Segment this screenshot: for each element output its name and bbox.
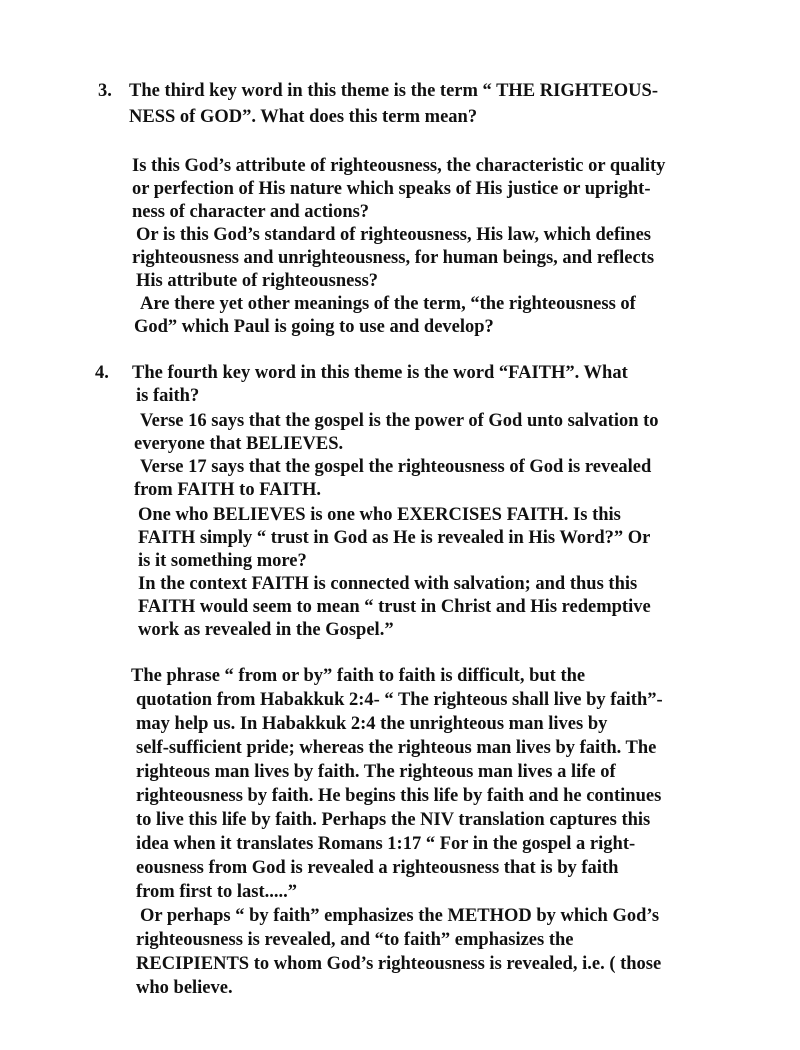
item3-heading-line: NESS of GOD”. What does this term mean? — [129, 107, 478, 127]
item3-body-line: Is this God’s attribute of righteousness, the characteristic or quality — [132, 156, 666, 176]
item4-body-line: is it something more? — [138, 551, 307, 571]
phrase-paragraph-line: who believe. — [136, 978, 233, 998]
item3-heading-line: The third key word in this theme is the term “ THE RIGHTEOUS- — [129, 81, 658, 101]
item4-heading-line: is faith? — [136, 386, 200, 406]
item4-body-line: everyone that BELIEVES. — [134, 434, 344, 454]
phrase-paragraph-line: quotation from Habakkuk 2:4- “ The righteous shall live by faith”- — [136, 690, 663, 710]
item4-body-line: work as revealed in the Gospel.” — [138, 620, 394, 640]
item3-number: 3. — [98, 81, 112, 101]
item4-body-line: FAITH simply “ trust in God as He is revealed in His Word?” Or — [138, 528, 651, 548]
item3-body-line: Or is this God’s standard of righteousness, His law, which defines — [136, 225, 651, 245]
item3-body-line: righteousness and unrighteousness, for human beings, and reflects — [132, 248, 655, 268]
phrase-paragraph-line: eousness from God is revealed a righteousness that is by faith — [136, 858, 619, 878]
phrase-paragraph-line: RECIPIENTS to whom God’s righteousness is revealed, i.e. ( those — [136, 954, 662, 974]
item3-body-line: God” which Paul is going to use and develop? — [134, 317, 494, 337]
item4-body-line: FAITH would seem to mean “ trust in Christ and His redemptive — [138, 597, 651, 617]
item3-body-line: His attribute of righteousness? — [136, 271, 379, 291]
item4-body-line: Verse 16 says that the gospel is the power of God unto salvation to — [140, 411, 659, 431]
item4-body-line: In the context FAITH is connected with salvation; and thus this — [138, 574, 638, 594]
phrase-paragraph-line: may help us. In Habakkuk 2:4 the unrighteous man lives by — [136, 714, 608, 734]
item3-body-line: or perfection of His nature which speaks of His justice or upright- — [132, 179, 651, 199]
phrase-paragraph-line: The phrase “ from or by” faith to faith is difficult, but the — [131, 666, 586, 686]
item4-body-line: One who BELIEVES is one who EXERCISES FAITH. Is this — [138, 505, 621, 525]
item3-body-line: ness of character and actions? — [132, 202, 370, 222]
item4-body-line: from FAITH to FAITH. — [134, 480, 322, 500]
phrase-paragraph-line: self-sufficient pride; whereas the righteous man lives by faith. The — [136, 738, 657, 758]
phrase-paragraph-line: righteousness by faith. He begins this life by faith and he continues — [136, 786, 662, 806]
phrase-paragraph-line: righteousness is revealed, and “to faith” emphasizes the — [136, 930, 574, 950]
item4-number: 4. — [95, 363, 109, 383]
item4-heading-line: The fourth key word in this theme is the word “FAITH”. What — [132, 363, 628, 383]
phrase-paragraph-line: righteous man lives by faith. The righteous man lives a life of — [136, 762, 616, 782]
phrase-paragraph-line: Or perhaps “ by faith” emphasizes the METHOD by which God’s — [140, 906, 660, 926]
phrase-paragraph-line: to live this life by faith. Perhaps the NIV translation captures this — [136, 810, 651, 830]
item3-body-line: Are there yet other meanings of the term, “the righteousness of — [140, 294, 636, 314]
phrase-paragraph-line: idea when it translates Romans 1:17 “ For in the gospel a right- — [136, 834, 636, 854]
phrase-paragraph-line: from first to last.....” — [136, 882, 297, 902]
item4-body-line: Verse 17 says that the gospel the righteousness of God is revealed — [140, 457, 652, 477]
